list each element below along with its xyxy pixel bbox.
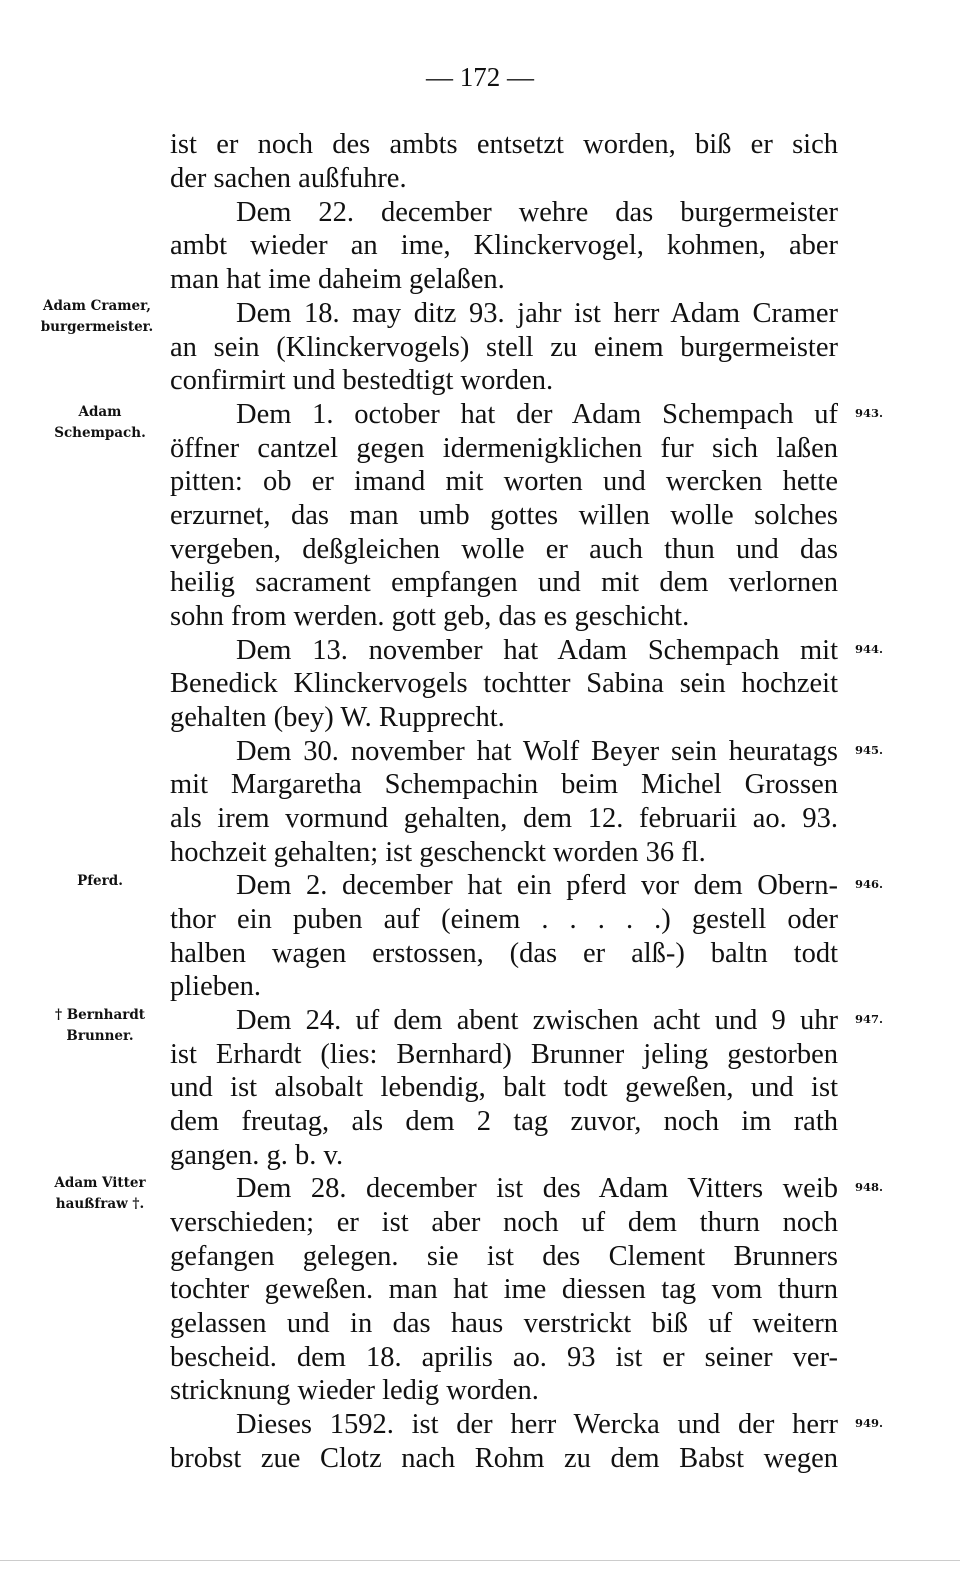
text-line: heilig sacrament empfangen und mit dem verlornen xyxy=(170,567,838,598)
margin-note-line: Adam xyxy=(78,404,122,420)
entry-number: 943. xyxy=(855,406,884,420)
margin-note-line: Adam Cramer, xyxy=(43,298,151,314)
margin-note-line: Adam Vitter xyxy=(54,1175,146,1191)
margin-note-line: Pferd. xyxy=(77,873,123,889)
margin-note xyxy=(25,1173,175,1215)
text-line: ambt wieder an ime, Klinckervogel, kohmen, aber xyxy=(170,230,838,261)
entry-number: 946. xyxy=(855,877,884,891)
margin-note-line: † Bernhardt xyxy=(54,1007,146,1023)
margin-note xyxy=(25,1005,175,1047)
page-number: — 172 — xyxy=(426,62,534,92)
text-line: man hat ime daheim gelaßen. xyxy=(170,264,505,295)
entry-number: 947. xyxy=(855,1012,884,1026)
text-line: hochzeit gehalten; ist geschenckt worden 36 fl. xyxy=(170,837,706,868)
text-line: plieben. xyxy=(170,971,262,1002)
text-line: gehalten (bey) W. Rupprecht. xyxy=(170,702,505,733)
text-line: Dieses 1592. ist der herr Wercka und der herr xyxy=(236,1409,838,1440)
text-line: Dem 28. december ist des Adam Vitters weib xyxy=(236,1173,838,1204)
text-line: confirmirt und bestedtigt worden. xyxy=(170,365,554,396)
text-line: vergeben, deßgleichen wolle er auch thun und das xyxy=(170,534,838,565)
text-line: halben wagen erstossen, (das er alß-) baltn todt xyxy=(170,938,838,969)
entry-number: 944. xyxy=(855,642,884,656)
text-line: pitten: ob er imand mit worten und wercken hette xyxy=(170,466,838,497)
text-line: thor ein puben auf (einem . . . . .) gestell oder xyxy=(170,904,838,935)
margin-note-line: burgermeister. xyxy=(40,319,154,335)
text-line: der sachen außfuhre. xyxy=(170,163,407,194)
text-line: Dem 2. december hat ein pferd vor dem Obern- xyxy=(236,870,838,901)
text-line: Dem 24. uf dem abent zwischen acht und 9 uhr xyxy=(236,1005,838,1036)
text-line: öffner cantzel gegen idermenigklichen fur sich laßen xyxy=(170,433,838,464)
entry-number: 949. xyxy=(855,1416,884,1430)
entry-number: 948. xyxy=(855,1180,884,1194)
text-line: gangen. g. b. v. xyxy=(170,1140,344,1171)
entry-number: 945. xyxy=(855,743,884,757)
text-line: bescheid. dem 18. aprilis ao. 93 ist er seiner ver- xyxy=(170,1342,838,1373)
text-line: verschieden; er ist aber noch uf dem thurn noch xyxy=(170,1207,838,1238)
text-line: an sein (Klinckervogels) stell zu einem burgermeister xyxy=(170,332,838,363)
margin-note xyxy=(22,296,172,338)
margin-note-line: Schempach. xyxy=(54,425,146,441)
margin-note xyxy=(25,871,175,892)
text-line: Dem 1. october hat der Adam Schempach uf xyxy=(236,399,838,430)
text-line: dem freutag, als dem 2 tag zuvor, noch im rath xyxy=(170,1106,838,1137)
text-line: erzurnet, das man umb gottes willen wolle solches xyxy=(170,500,838,531)
text-line: sohn from werden. gott geb, das es geschicht. xyxy=(170,601,690,632)
text-line: Benedick Klinckervogels tochtter Sabina sein hochzeit xyxy=(170,668,838,699)
text-line: gefangen gelegen. sie ist des Clement Brunners xyxy=(170,1241,838,1272)
text-line: Dem 22. december wehre das burgermeister xyxy=(236,197,838,228)
margin-note-line: Brunner. xyxy=(66,1028,134,1044)
page-edge-divider xyxy=(0,1560,960,1561)
text-line: gelassen und in das haus verstrickt biß uf weitern xyxy=(170,1308,838,1339)
text-line: Dem 30. november hat Wolf Beyer sein heuratags xyxy=(236,736,838,767)
text-line: mit Margaretha Schempachin beim Michel Grossen xyxy=(170,769,838,800)
margin-note xyxy=(25,402,175,444)
text-line: stricknung wieder ledig worden. xyxy=(170,1375,539,1406)
text-line: Dem 13. november hat Adam Schempach mit xyxy=(236,635,838,666)
text-line: ist Erhardt (lies: Bernhard) Brunner jeling gestorben xyxy=(170,1039,838,1070)
text-line: und ist alsobalt lebendig, balt todt geweßen, und ist xyxy=(170,1072,838,1103)
margin-note-line: haußfraw †. xyxy=(55,1196,145,1212)
text-line: tochter geweßen. man hat ime diessen tag vom thurn xyxy=(170,1274,838,1305)
text-line: Dem 18. may ditz 93. jahr ist herr Adam Cramer xyxy=(236,298,838,329)
text-line: als irem vormund gehalten, dem 12. februarii ao. 93. xyxy=(170,803,838,834)
text-line: ist er noch des ambts entsetzt worden, biß er sich xyxy=(170,129,838,160)
text-line: brobst zue Clotz nach Rohm zu dem Babst wegen xyxy=(170,1443,838,1474)
